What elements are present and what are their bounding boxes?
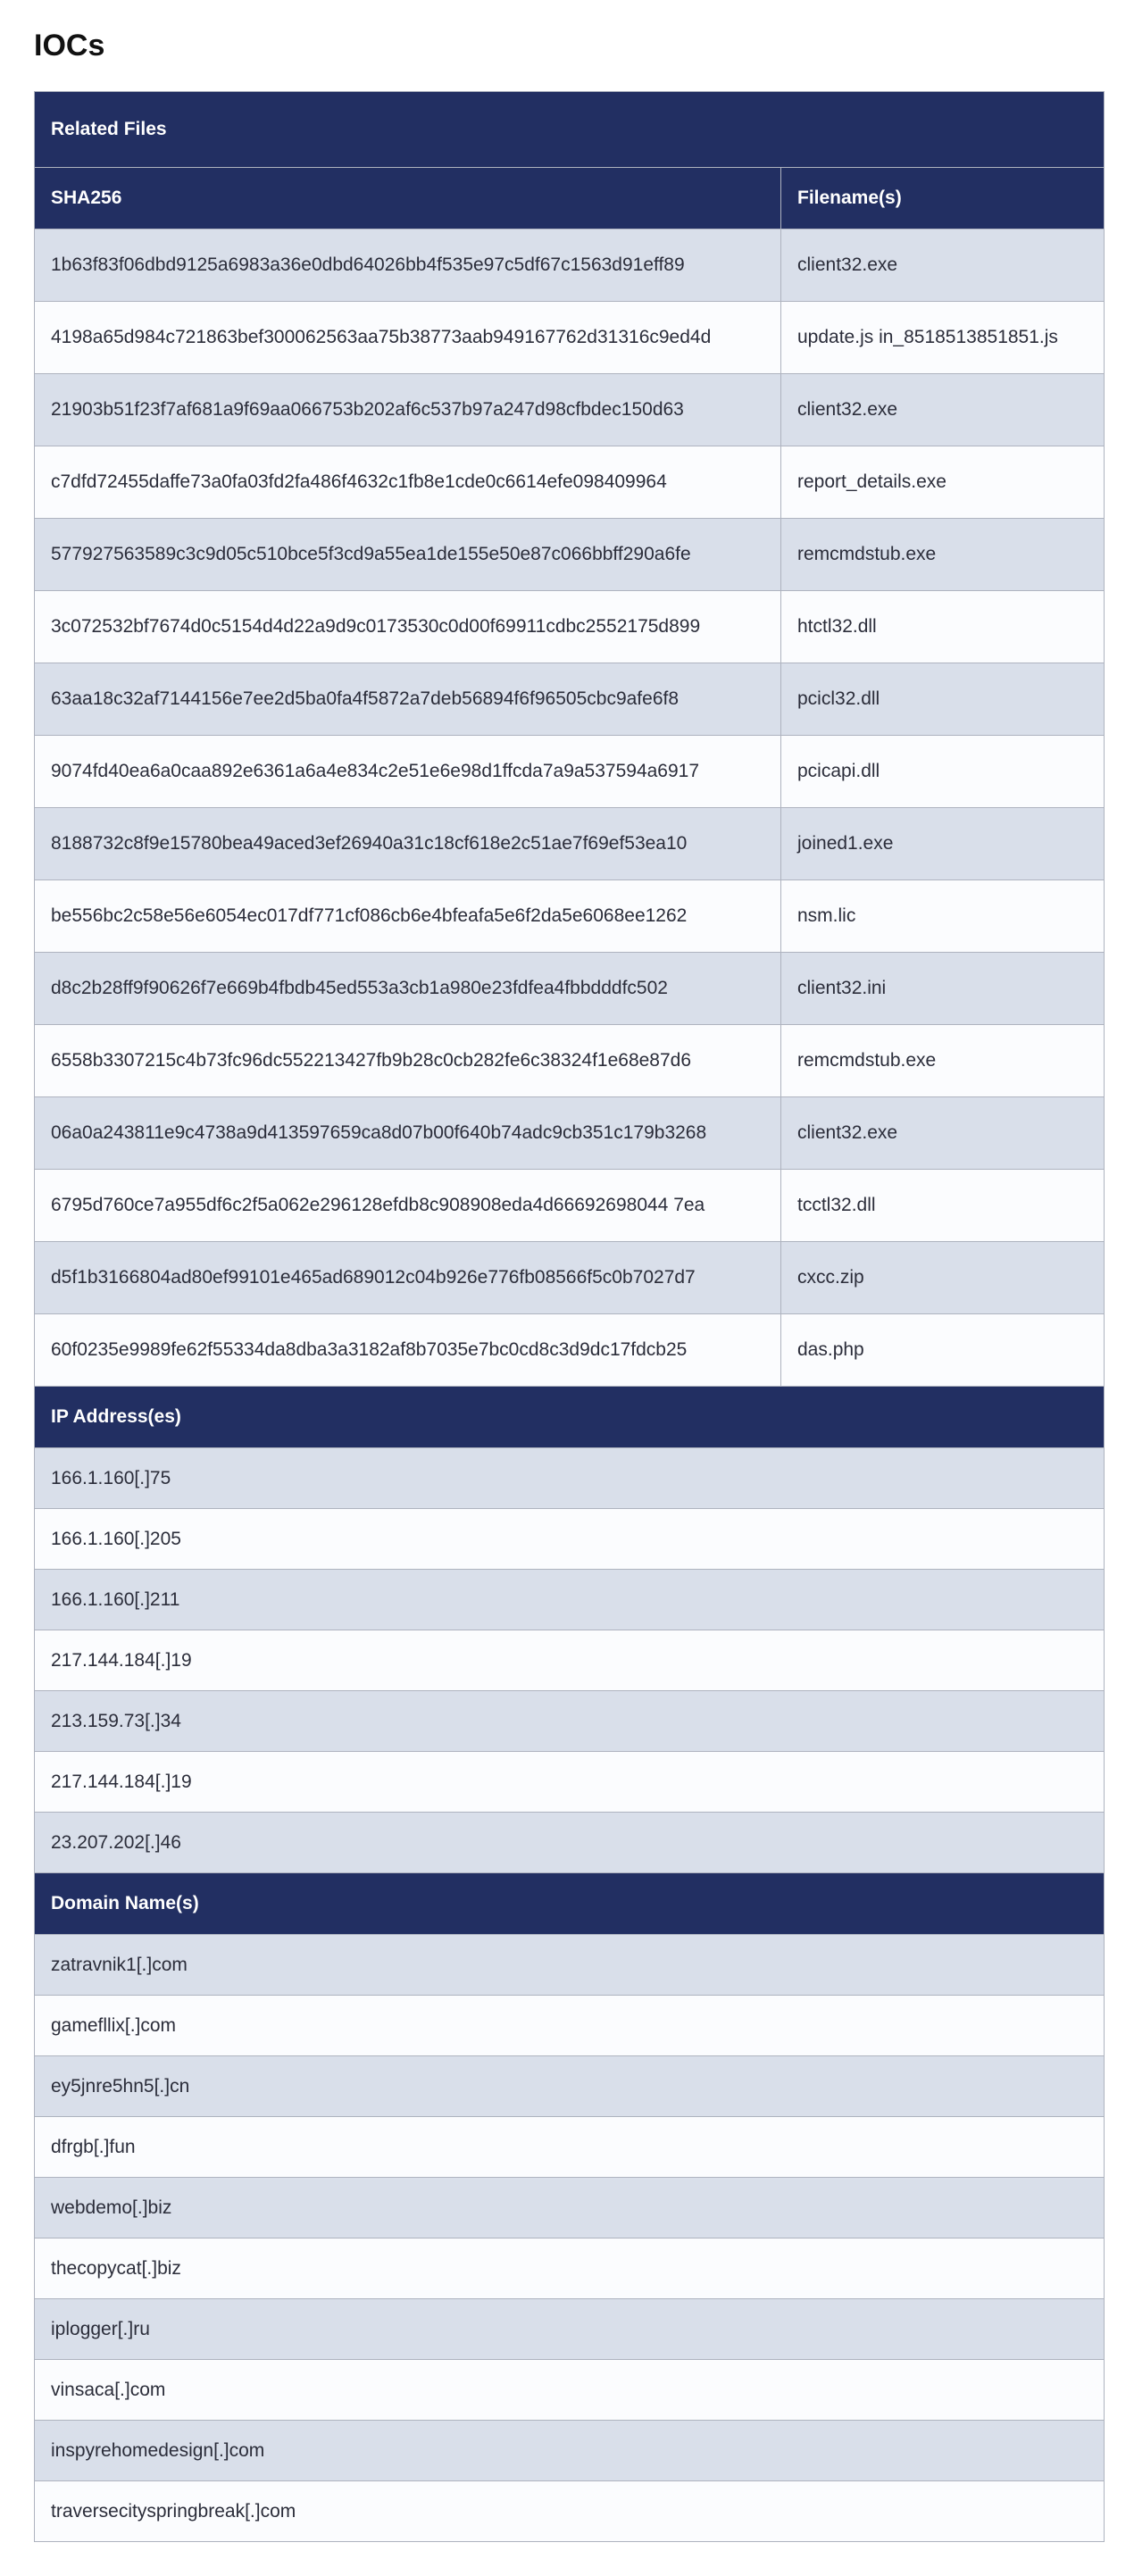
table-row [35,736,1105,808]
filename-cell: client32.exe [781,229,1105,302]
domain-cell: zatravnik1[.]com [35,1935,1105,1996]
table-row [35,1752,1105,1813]
filename-cell: cxcc.zip [781,1242,1105,1314]
ip-address-cell: 217.144.184[.]19 [35,1630,1105,1691]
sha256-cell: 60f0235e9989fe62f55334da8dba3a3182af8b7035e7bc0cd8c3d9dc17fdcb25 [35,1314,781,1387]
domain-names-heading: Domain Name(s) [35,1873,1105,1935]
column-header-row [35,168,1105,229]
domain-cell: webdemo[.]biz [35,2178,1105,2238]
table-row [35,1570,1105,1630]
table-row [35,663,1105,736]
sha256-column-header: SHA256 [35,168,781,229]
table-row [35,1170,1105,1242]
sha256-cell: 3c072532bf7674d0c5154d4d22a9d9c0173530c0d00f69911cdbc2552175d899 [35,591,781,663]
sha256-cell: 6795d760ce7a955df6c2f5a062e296128efdb8c908908eda4d66692698044 7ea [35,1170,781,1242]
table-row [35,953,1105,1025]
domain-cell: thecopycat[.]biz [35,2238,1105,2299]
table-row [35,2481,1105,2542]
filename-cell: client32.exe [781,374,1105,446]
domain-cell: iplogger[.]ru [35,2299,1105,2360]
sha256-cell: 21903b51f23f7af681a9f69aa066753b202af6c537b97a247d98cfbdec150d63 [35,374,781,446]
page-title: IOCs [34,29,105,63]
sha256-cell: be556bc2c58e56e6054ec017df771cf086cb6e4bfeafa5e6f2da5e6068ee1262 [35,880,781,953]
filename-cell: tcctl32.dll [781,1170,1105,1242]
table-row [35,229,1105,302]
table-row [35,2360,1105,2421]
sha256-cell: 9074fd40ea6a0caa892e6361a6a4e834c2e51e6e98d1ffcda7a9a537594a6917 [35,736,781,808]
domain-cell: vinsaca[.]com [35,2360,1105,2421]
table-row [35,1314,1105,1387]
filename-cell: client32.exe [781,1097,1105,1170]
sha256-cell: 4198a65d984c721863bef300062563aa75b38773aab949167762d31316c9ed4d [35,302,781,374]
filename-cell: report_details.exe [781,446,1105,519]
filename-cell: pcicapi.dll [781,736,1105,808]
ip-addresses-heading: IP Address(es) [35,1387,1105,1448]
table-row [35,1935,1105,1996]
ip-address-cell: 23.207.202[.]46 [35,1813,1105,1873]
domain-names-header-row [35,1873,1105,1935]
table-row [35,2238,1105,2299]
filename-cell: update.js in_8518513851851.js [781,302,1105,374]
ip-address-cell: 166.1.160[.]75 [35,1448,1105,1509]
table-row [35,1025,1105,1097]
table-row [35,1097,1105,1170]
domain-cell: inspyrehomedesign[.]com [35,2421,1105,2481]
filename-cell: nsm.lic [781,880,1105,953]
filename-cell: joined1.exe [781,808,1105,880]
related-files-header-row [35,92,1105,168]
table-row [35,374,1105,446]
sha256-cell: 06a0a243811e9c4738a9d413597659ca8d07b00f640b74adc9cb351c179b3268 [35,1097,781,1170]
sha256-cell: 577927563589c3c9d05c510bce5f3cd9a55ea1de155e50e87c066bbff290a6fe [35,519,781,591]
filename-cell: client32.ini [781,953,1105,1025]
filename-cell: remcmdstub.exe [781,519,1105,591]
table-row [35,1996,1105,2056]
table-row [35,2178,1105,2238]
ioc-table [34,91,1105,2542]
ip-address-cell: 166.1.160[.]205 [35,1509,1105,1570]
filename-cell: pcicl32.dll [781,663,1105,736]
sha256-cell: c7dfd72455daffe73a0fa03fd2fa486f4632c1fb8e1cde0c6614efe098409964 [35,446,781,519]
sha256-cell: 6558b3307215c4b73fc96dc552213427fb9b28c0cb282fe6c38324f1e68e87d6 [35,1025,781,1097]
table-row [35,1509,1105,1570]
table-row [35,591,1105,663]
domain-cell: gamefllix[.]com [35,1996,1105,2056]
table-row [35,2421,1105,2481]
table-row [35,446,1105,519]
ip-address-cell: 166.1.160[.]211 [35,1570,1105,1630]
ip-addresses-header-row [35,1387,1105,1448]
domain-cell: ey5jnre5hn5[.]cn [35,2056,1105,2117]
table-row [35,1448,1105,1509]
filename-column-header: Filename(s) [781,168,1105,229]
domain-cell: traversecityspringbreak[.]com [35,2481,1105,2542]
table-row [35,2117,1105,2178]
table-row [35,808,1105,880]
table-row [35,302,1105,374]
filename-cell: remcmdstub.exe [781,1025,1105,1097]
related-files-heading: Related Files [35,92,1105,168]
table-row [35,2056,1105,2117]
table-row [35,880,1105,953]
sha256-cell: 1b63f83f06dbd9125a6983a36e0dbd64026bb4f535e97c5df67c1563d91eff89 [35,229,781,302]
filename-cell: htctl32.dll [781,591,1105,663]
sha256-cell: 63aa18c32af7144156e7ee2d5ba0fa4f5872a7deb56894f6f96505cbc9afe6f8 [35,663,781,736]
sha256-cell: d8c2b28ff9f90626f7e669b4fbdb45ed553a3cb1a980e23fdfea4fbbdddfc502 [35,953,781,1025]
table-row [35,1691,1105,1752]
table-row [35,1630,1105,1691]
filename-cell: das.php [781,1314,1105,1387]
table-row [35,519,1105,591]
ip-address-cell: 217.144.184[.]19 [35,1752,1105,1813]
sha256-cell: 8188732c8f9e15780bea49aced3ef26940a31c18cf618e2c51ae7f69ef53ea10 [35,808,781,880]
table-row [35,2299,1105,2360]
domain-cell: dfrgb[.]fun [35,2117,1105,2178]
sha256-cell: d5f1b3166804ad80ef99101e465ad689012c04b926e776fb08566f5c0b7027d7 [35,1242,781,1314]
table-row [35,1242,1105,1314]
table-row [35,1813,1105,1873]
ip-address-cell: 213.159.73[.]34 [35,1691,1105,1752]
